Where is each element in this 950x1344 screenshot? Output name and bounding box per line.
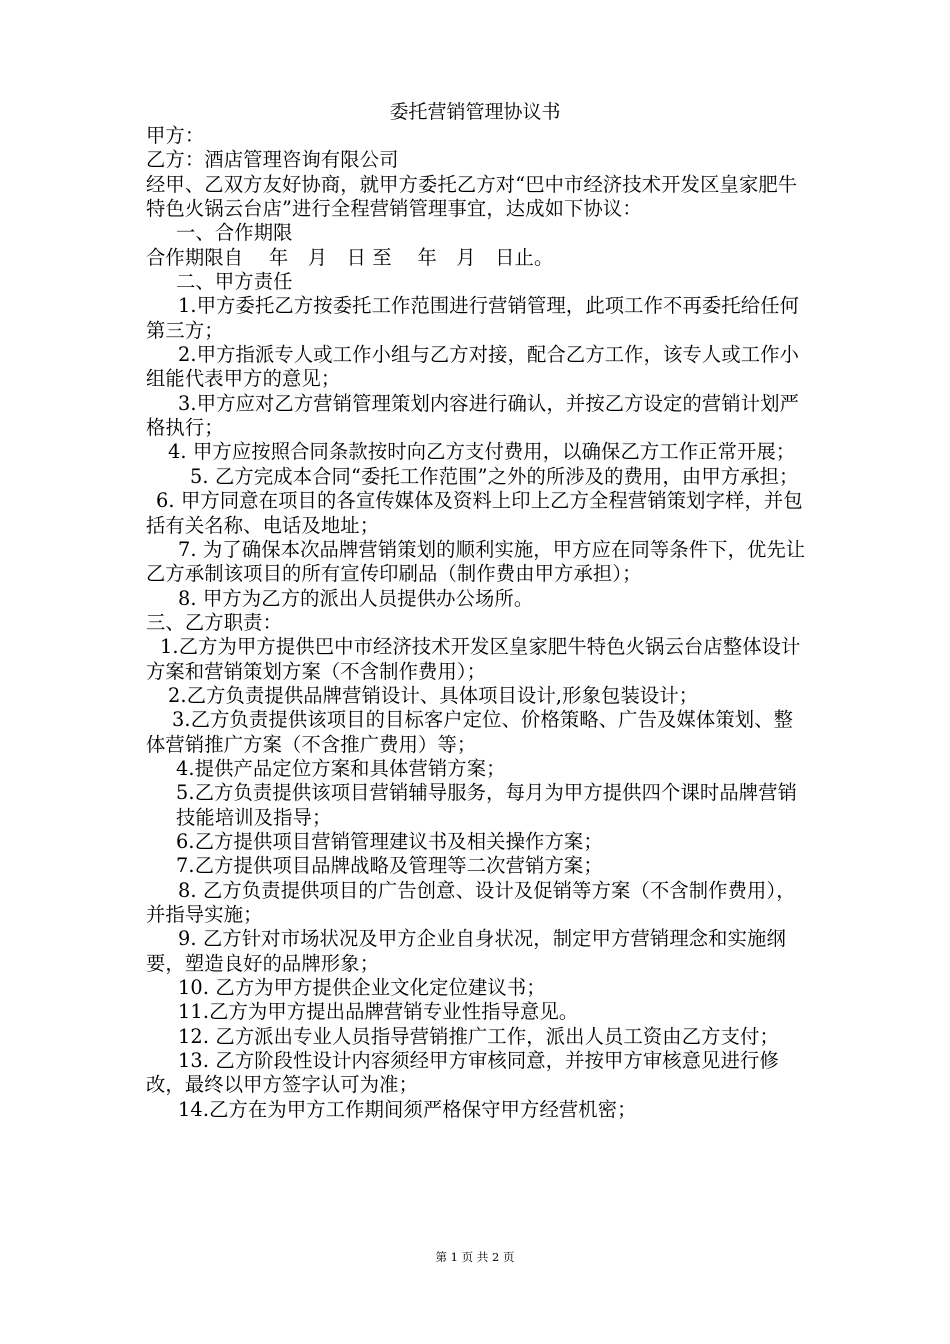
section2-item: 2.甲方指派专人或工作小组与乙方对接，配合乙方工作，该专人或工作小组能代表甲方的意见； [146, 343, 800, 391]
section2-item: 7. 为了确保本次品牌营销策划的顺利实施，甲方应在同等条件下，优先让乙方承制该项目的所有宣传印刷品（制作费由甲方承担）； [146, 537, 806, 586]
section2-item: 6. 甲方同意在项目的各宣传媒体及资料上印上乙方全程营销策划字样，并包括有关名称、电话及地址； [146, 489, 803, 537]
section3-item: 11.乙方为甲方提出品牌营销专业性指导意见。 [178, 1000, 579, 1024]
section2-heading: 二、甲方责任 [176, 270, 293, 294]
section1-text: 合作期限自 年 月 日 至 年 月 日止。 [146, 245, 554, 269]
section2-item: 8. 甲方为乙方的派出人员提供办公场所。 [178, 586, 534, 610]
section3-item: 12. 乙方派出专业人员指导营销推广工作，派出人员工资由乙方支付； [178, 1024, 779, 1048]
document-body [146, 124, 811, 1122]
section2-item: 3.甲方应对乙方营销管理策划内容进行确认，并按乙方设定的营销计划严格执行； [146, 391, 800, 440]
section3-item: 7.乙方提供项目品牌战略及管理等二次营销方案； [176, 854, 603, 878]
document-title: 委托营销管理协议书 [389, 101, 561, 123]
party-a-line: 甲方： [146, 124, 205, 147]
section3-item: 4.提供产品定位方案和具体营销方案； [176, 756, 506, 780]
section3-item: 2.乙方负责提供品牌营销设计、具体项目设计,形象包装设计； [168, 683, 699, 707]
section3-heading: 三、乙方职责： [146, 610, 283, 634]
section3-item: 8. 乙方负责提供项目的广告创意、设计及促销等方案（不含制作费用），并指导实施； [146, 878, 796, 926]
section1-heading: 一、合作期限 [176, 221, 293, 245]
party-b-line: 乙方：酒店管理咨询有限公司 [146, 148, 399, 172]
section3-item: 10. 乙方为甲方提供企业文化定位建议书； [178, 976, 546, 1000]
section2-item: 4. 甲方应按照合同条款按时向乙方支付费用，以确保乙方工作正常开展； [168, 440, 796, 464]
page-footer: 第 1 页 共 2 页 [435, 1250, 515, 1264]
section2-item: 1.甲方委托乙方按委托工作范围进行营销管理，此项工作不再委托给任何第三方； [146, 294, 800, 342]
section3-item: 3.乙方负责提供该项目的目标客户定位、价格策略、广告及媒体策划、整体营销推广方案（不含推广费用）等； [146, 708, 794, 756]
section3-item: 5.乙方负责提供该项目营销辅导服务，每月为甲方提供四个课时品牌营销技能培训及指导； [176, 781, 798, 829]
section3-item: 14.乙方在为甲方工作期间须严格保守甲方经营机密； [178, 1097, 637, 1121]
intro-paragraph: 经甲、乙双方友好协商，就甲方委托乙方对“巴中市经济技术开发区皇家肥牛特色火锅云台店”进行全程营销管理事宜，达成如下协议： [146, 172, 798, 221]
section2-item: 5. 乙方完成本合同“委托工作范围”之外的所涉及的费用，由甲方承担； [190, 464, 799, 488]
section3-item: 1.乙方为甲方提供巴中市经济技术开发区皇家肥牛特色火锅云台店整体设计方案和营销策划方案（不含制作费用）； [146, 635, 801, 683]
section3-item: 13. 乙方阶段性设计内容须经甲方审核同意，并按甲方审核意见进行修改，最终以甲方签字认可为准； [146, 1049, 779, 1097]
section3-item: 6.乙方提供项目营销管理建议书及相关操作方案； [176, 829, 603, 853]
section3-item: 9. 乙方针对市场状况及甲方企业自身状况，制定甲方营销理念和实施纲要，塑造良好的品牌形象； [146, 927, 786, 975]
